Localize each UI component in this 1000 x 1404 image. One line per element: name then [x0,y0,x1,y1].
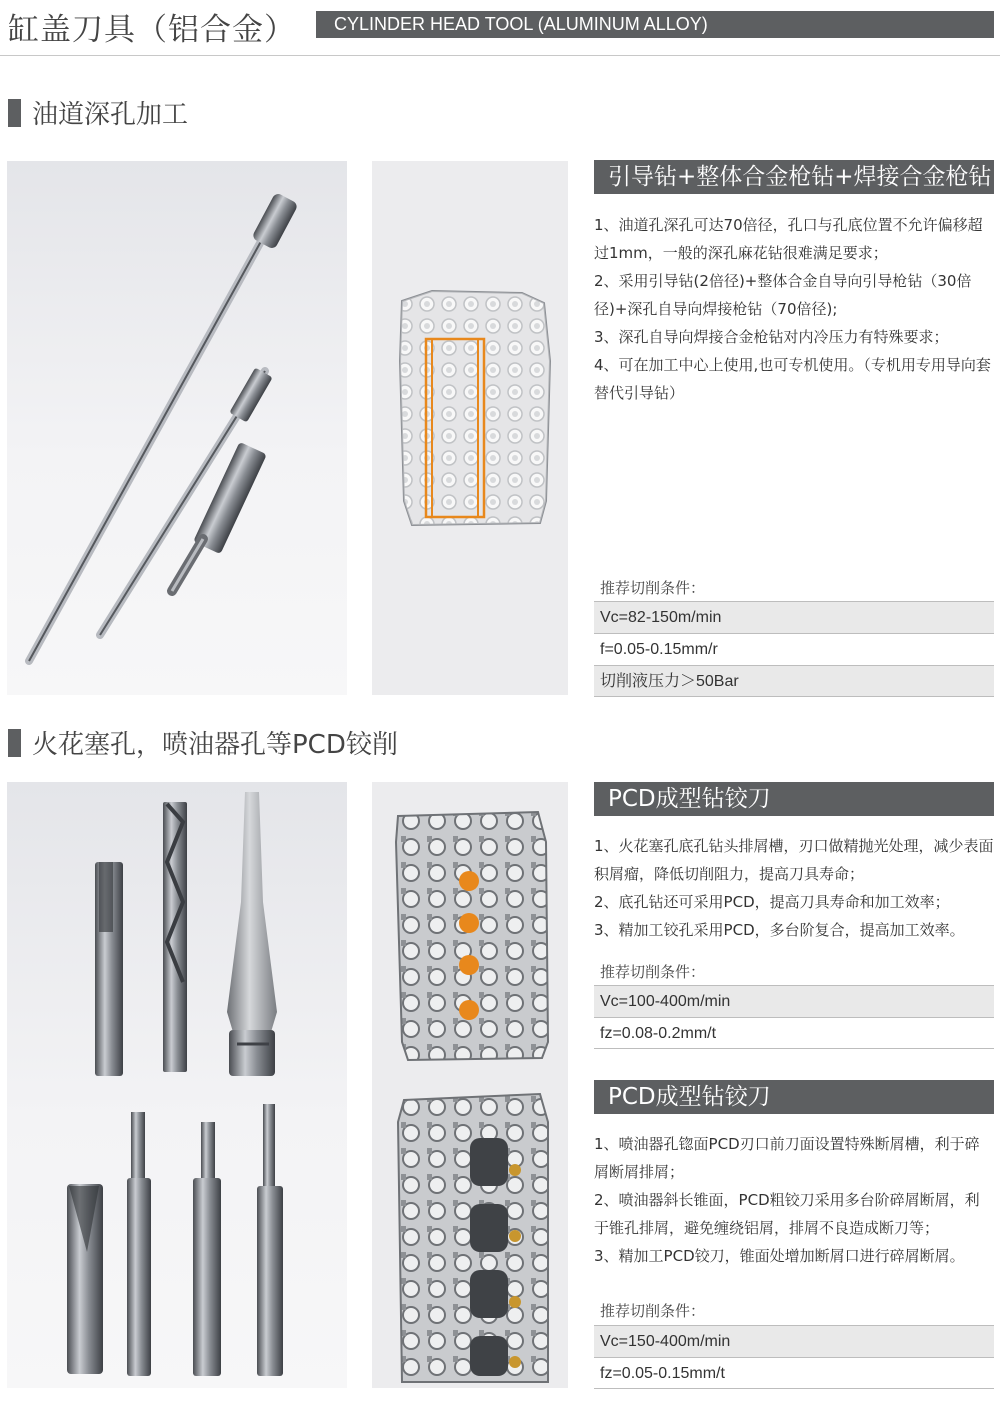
cutting-condition-row: Vc=100-400m/min [594,985,994,1017]
tool-type-bar: PCD成型钻铰刀 [594,1080,994,1114]
note-item: 1、火花塞孔底孔钻头排屑槽，刃口做精抛光处理，减少表面积屑瘤，降低切削阻力，提高刀具寿命； [594,837,994,883]
note-item: 1、喷油器孔锪面PCD刃口前刀面设置特殊断屑槽，利于碎屑断屑排屑； [594,1135,980,1181]
feature-notes [594,1130,994,1270]
note-item: 3、精加工PCD铰刀，锥面处增加断屑口进行碎屑断屑。 [594,1247,965,1265]
note-item: 2、喷油器斜长锥面，PCD粗铰刀采用多台阶碎屑断屑，利于锥孔排屑，避免缠绕铝屑，排屑不良造成断刀等； [594,1191,980,1237]
feature-notes [594,832,994,944]
tool-type-bar: 引导钻+整体合金枪钻+焊接合金枪钻 [594,160,994,194]
note-item: 3、精加工铰孔采用PCD，多台阶复合，提高加工效率。 [594,921,965,939]
note-item: 2、底孔钻还可采用PCD，提高刀具寿命和加工效率； [594,893,950,911]
note-item: 1、油道孔深孔可达70倍径，孔口与孔底位置不允许偏移超过1mm，一般的深孔麻花钻很难满足要求； [594,216,983,262]
pcd-reamer-tools-photo [7,782,347,1388]
note-item: 2、采用引导钻(2倍径)+整体合金自导向引导枪钻（30倍径)+深孔自导向焊接枪钻（70倍径); [594,272,972,318]
feature-notes [594,211,994,407]
cutting-conditions-label: 推荐切削条件： [600,579,706,597]
cutting-condition-row: 切削液压力＞50Bar [594,665,994,697]
cutting-condition-row: fz=0.05-0.15mm/t [594,1357,994,1389]
page-title: 缸盖刀具（铝合金） [8,12,296,48]
cutting-conditions-label: 推荐切削条件： [600,1302,706,1320]
note-item: 4、可在加工中心上使用,也可专机使用。（专机用专用导向套替代引导钻） [594,356,991,402]
cylinder-head-bore-images [372,782,568,1388]
cutting-condition-row: f=0.05-0.15mm/r [594,633,994,665]
tool-type-bar: PCD成型钻铰刀 [594,782,994,816]
cutting-conditions-label: 推荐切削条件： [600,963,706,981]
section-marker [8,99,21,127]
section-title: 油道深孔加工 [32,100,189,130]
cutting-condition-row: Vc=82-150m/min [594,601,994,633]
cylinder-head-oil-gallery-image [372,161,568,695]
section-title: 火花塞孔，喷油器孔等PCD铰削 [32,730,398,760]
cutting-condition-row: fz=0.08-0.2mm/t [594,1017,994,1049]
section-marker [8,729,21,757]
gun-drill-tools-photo [7,161,347,695]
cutting-condition-row: Vc=150-400m/min [594,1325,994,1357]
page-header [0,0,1000,56]
note-item: 3、深孔自导向焊接合金枪钻对内冷压力有特殊要求； [594,328,949,346]
page-title-english: CYLINDER HEAD TOOL (ALUMINUM ALLOY) [316,11,994,38]
